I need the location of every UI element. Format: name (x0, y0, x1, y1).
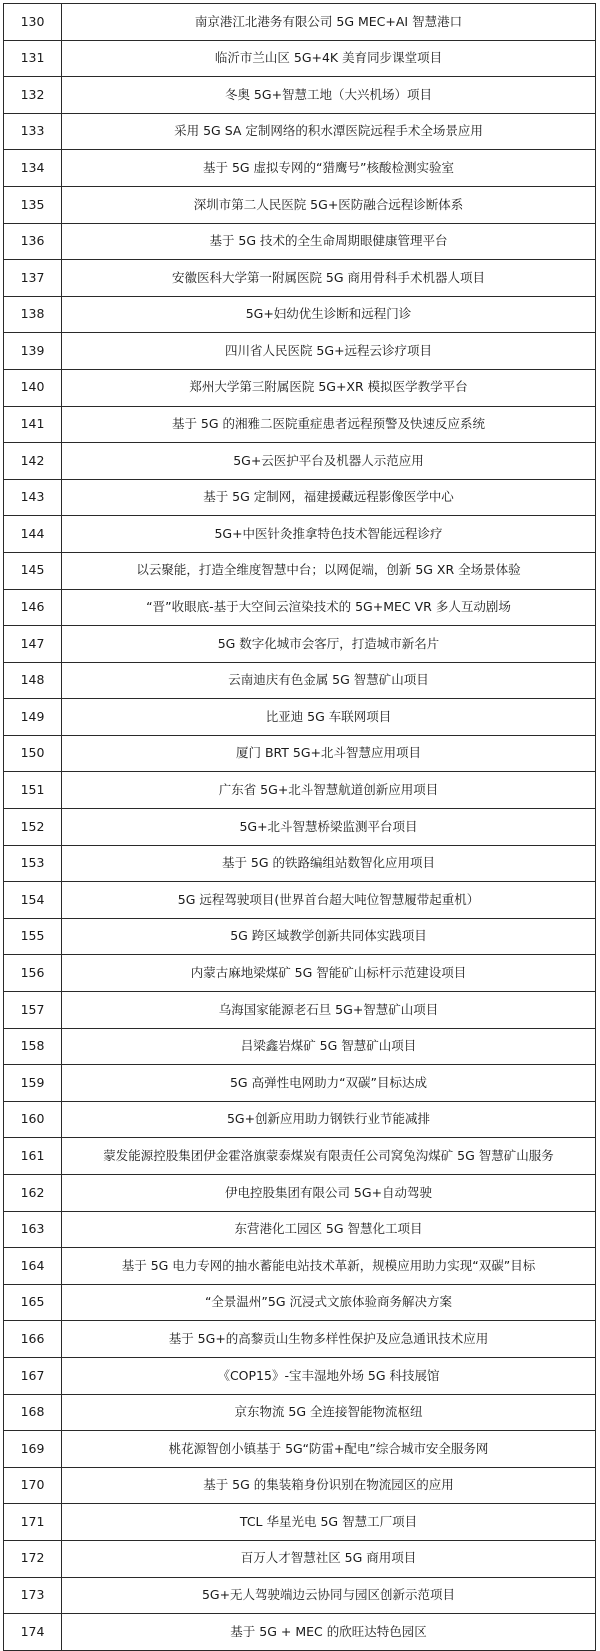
table-row (4, 662, 596, 699)
table-row (4, 333, 596, 370)
project-name-cell: 基于 5G+的高黎贡山生物多样性保护及应急通讯技术应用 (62, 1321, 596, 1358)
table-row (4, 1540, 596, 1577)
row-number-cell: 140 (4, 369, 62, 406)
table-row (4, 443, 596, 480)
table-row (4, 186, 596, 223)
project-name-cell: 基于 5G + MEC 的欣旺达特色园区 (62, 1614, 596, 1651)
table-row (4, 223, 596, 260)
row-number-cell: 165 (4, 1284, 62, 1321)
table-row (4, 1357, 596, 1394)
project-name-cell: 内蒙古麻地梁煤矿 5G 智能矿山标杆示范建设项目 (62, 955, 596, 992)
row-number-cell: 167 (4, 1357, 62, 1394)
row-number-cell: 166 (4, 1321, 62, 1358)
project-name-cell: 云南迪庆有色金属 5G 智慧矿山项目 (62, 662, 596, 699)
table-row (4, 918, 596, 955)
table-row (4, 1614, 596, 1651)
project-name-cell: 基于 5G 虚拟专网的“猎鹰号”核酸检测实验室 (62, 150, 596, 187)
table-row (4, 1504, 596, 1541)
table-row (4, 4, 596, 41)
table-row (4, 1175, 596, 1212)
table-row (4, 516, 596, 553)
project-name-cell: 《COP15》-宝丰湿地外场 5G 科技展馆 (62, 1357, 596, 1394)
table-row (4, 882, 596, 919)
row-number-cell: 138 (4, 296, 62, 333)
project-name-cell: 厦门 BRT 5G+北斗智慧应用项目 (62, 735, 596, 772)
row-number-cell: 164 (4, 1248, 62, 1285)
project-name-cell: 5G 远程驾驶项目(世界首台超大吨位智慧履带起重机） (62, 882, 596, 919)
table-row (4, 296, 596, 333)
project-name-cell: 基于 5G 技术的全生命周期眼健康管理平台 (62, 223, 596, 260)
row-number-cell: 163 (4, 1211, 62, 1248)
row-number-cell: 157 (4, 992, 62, 1029)
table-row (4, 479, 596, 516)
row-number-cell: 151 (4, 772, 62, 809)
project-name-cell: 基于 5G 的铁路编组站数智化应用项目 (62, 845, 596, 882)
row-number-cell: 154 (4, 882, 62, 919)
project-name-cell: 5G+创新应用助力钢铁行业节能减排 (62, 1101, 596, 1138)
table-row (4, 1321, 596, 1358)
row-number-cell: 137 (4, 260, 62, 297)
project-name-cell: 蒙发能源控股集团伊金霍洛旗蒙泰煤炭有限责任公司窝兔沟煤矿 5G 智慧矿山服务 (62, 1138, 596, 1175)
table-row (4, 77, 596, 114)
table-row (4, 40, 596, 77)
project-name-cell: TCL 华星光电 5G 智慧工厂项目 (62, 1504, 596, 1541)
table-row (4, 955, 596, 992)
row-number-cell: 169 (4, 1431, 62, 1468)
table-row (4, 1467, 596, 1504)
table-row (4, 589, 596, 626)
row-number-cell: 161 (4, 1138, 62, 1175)
row-number-cell: 139 (4, 333, 62, 370)
table-row (4, 1248, 596, 1285)
table-row (4, 1138, 596, 1175)
project-name-cell: 5G 高弹性电网助力“双碳”目标达成 (62, 1065, 596, 1102)
project-name-cell: 基于 5G 的集装箱身份识别在物流园区的应用 (62, 1467, 596, 1504)
row-number-cell: 142 (4, 443, 62, 480)
row-number-cell: 149 (4, 699, 62, 736)
table-row (4, 992, 596, 1029)
table-row (4, 1065, 596, 1102)
project-name-cell: “晋”收眼底-基于大空间云渲染技术的 5G+MEC VR 多人互动剧场 (62, 589, 596, 626)
project-name-cell: 基于 5G 电力专网的抽水蓄能电站技术革新，规模应用助力实现“双碳”目标 (62, 1248, 596, 1285)
row-number-cell: 141 (4, 406, 62, 443)
project-name-cell: 吕梁鑫岩煤矿 5G 智慧矿山项目 (62, 1028, 596, 1065)
row-number-cell: 150 (4, 735, 62, 772)
project-name-cell: 乌海国家能源老石旦 5G+智慧矿山项目 (62, 992, 596, 1029)
table-row (4, 699, 596, 736)
table-row (4, 809, 596, 846)
row-number-cell: 162 (4, 1175, 62, 1212)
project-name-cell: 郑州大学第三附属医院 5G+XR 模拟医学教学平台 (62, 369, 596, 406)
project-name-cell: 5G+云医护平台及机器人示范应用 (62, 443, 596, 480)
table-row (4, 1394, 596, 1431)
row-number-cell: 146 (4, 589, 62, 626)
table-row (4, 369, 596, 406)
row-number-cell: 144 (4, 516, 62, 553)
table-row (4, 1101, 596, 1138)
project-name-cell: 5G+北斗智慧桥梁监测平台项目 (62, 809, 596, 846)
table-row (4, 1577, 596, 1614)
row-number-cell: 143 (4, 479, 62, 516)
row-number-cell: 133 (4, 113, 62, 150)
table-row (4, 1211, 596, 1248)
project-name-cell: 京东物流 5G 全连接智能物流枢纽 (62, 1394, 596, 1431)
project-name-cell: 以云聚能，打造全维度智慧中台；以网促端，创新 5G XR 全场景体验 (62, 552, 596, 589)
project-name-cell: “全景温州”5G 沉浸式文旅体验商务解决方案 (62, 1284, 596, 1321)
row-number-cell: 156 (4, 955, 62, 992)
project-name-cell: 东营港化工园区 5G 智慧化工项目 (62, 1211, 596, 1248)
row-number-cell: 155 (4, 918, 62, 955)
table-row (4, 1028, 596, 1065)
row-number-cell: 136 (4, 223, 62, 260)
project-name-cell: 四川省人民医院 5G+远程云诊疗项目 (62, 333, 596, 370)
project-table-body (4, 4, 596, 1651)
table-row (4, 1284, 596, 1321)
project-name-cell: 5G 数字化城市会客厅，打造城市新名片 (62, 626, 596, 663)
project-name-cell: 5G 跨区域教学创新共同体实践项目 (62, 918, 596, 955)
row-number-cell: 132 (4, 77, 62, 114)
project-name-cell: 南京港江北港务有限公司 5G MEC+AI 智慧港口 (62, 4, 596, 41)
table-row (4, 406, 596, 443)
row-number-cell: 170 (4, 1467, 62, 1504)
project-name-cell: 临沂市兰山区 5G+4K 美育同步课堂项目 (62, 40, 596, 77)
table-row (4, 260, 596, 297)
project-name-cell: 5G+无人驾驶端边云协同与园区创新示范项目 (62, 1577, 596, 1614)
row-number-cell: 153 (4, 845, 62, 882)
table-row (4, 735, 596, 772)
project-name-cell: 安徽医科大学第一附属医院 5G 商用骨科手术机器人项目 (62, 260, 596, 297)
row-number-cell: 134 (4, 150, 62, 187)
project-name-cell: 基于 5G 定制网，福建援藏远程影像医学中心 (62, 479, 596, 516)
row-number-cell: 145 (4, 552, 62, 589)
table-row (4, 150, 596, 187)
row-number-cell: 131 (4, 40, 62, 77)
row-number-cell: 159 (4, 1065, 62, 1102)
project-name-cell: 百万人才智慧社区 5G 商用项目 (62, 1540, 596, 1577)
row-number-cell: 158 (4, 1028, 62, 1065)
project-name-cell: 5G+妇幼优生诊断和远程门诊 (62, 296, 596, 333)
row-number-cell: 168 (4, 1394, 62, 1431)
project-name-cell: 基于 5G 的湘雅二医院重症患者远程预警及快速反应系统 (62, 406, 596, 443)
project-table-container (3, 3, 595, 1651)
project-name-cell: 桃花源智创小镇基于 5G“防雷+配电”综合城市安全服务网 (62, 1431, 596, 1468)
table-row (4, 845, 596, 882)
project-name-cell: 比亚迪 5G 车联网项目 (62, 699, 596, 736)
project-name-cell: 深圳市第二人民医院 5G+医防融合远程诊断体系 (62, 186, 596, 223)
row-number-cell: 172 (4, 1540, 62, 1577)
row-number-cell: 171 (4, 1504, 62, 1541)
table-row (4, 113, 596, 150)
row-number-cell: 152 (4, 809, 62, 846)
project-name-cell: 5G+中医针灸推拿特色技术智能远程诊疗 (62, 516, 596, 553)
row-number-cell: 130 (4, 4, 62, 41)
table-row (4, 772, 596, 809)
row-number-cell: 160 (4, 1101, 62, 1138)
project-table (3, 3, 596, 1651)
project-name-cell: 伊电控股集团有限公司 5G+自动驾驶 (62, 1175, 596, 1212)
project-name-cell: 广东省 5G+北斗智慧航道创新应用项目 (62, 772, 596, 809)
table-row (4, 626, 596, 663)
table-row (4, 552, 596, 589)
row-number-cell: 147 (4, 626, 62, 663)
project-name-cell: 采用 5G SA 定制网络的积水潭医院远程手术全场景应用 (62, 113, 596, 150)
project-name-cell: 冬奥 5G+智慧工地（大兴机场）项目 (62, 77, 596, 114)
row-number-cell: 173 (4, 1577, 62, 1614)
row-number-cell: 135 (4, 186, 62, 223)
table-row (4, 1431, 596, 1468)
row-number-cell: 174 (4, 1614, 62, 1651)
row-number-cell: 148 (4, 662, 62, 699)
